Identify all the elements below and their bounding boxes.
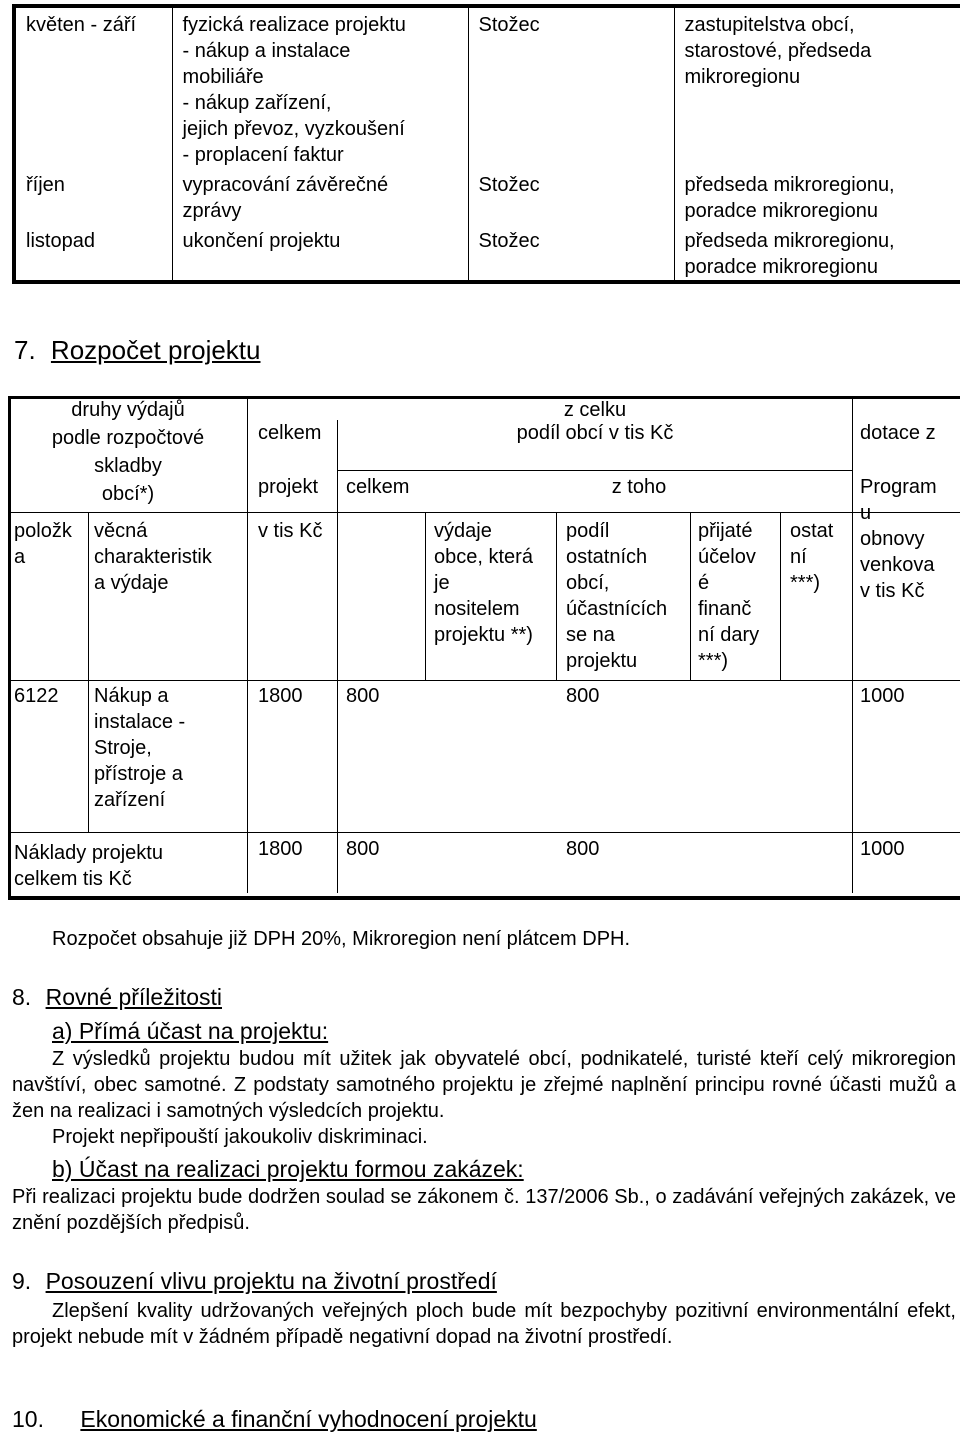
header-project: projekt: [258, 476, 319, 498]
item-total: 1800: [258, 685, 303, 707]
responsible-cell: předseda mikroregionu, poradce mikroregionu: [674, 224, 960, 282]
paragraph: Z výsledků projektu budou mít užitek jak obyvatelé obcí, podnikatelé, turisté kteří celý mikroregion navštíví, obec samotné. Z podstaty samotného projektu je zřejmé naplnění principu rovné účasti mužů a žen na realizaci i samotných výsledcích projektu.: [12, 1048, 956, 1122]
table-divider: [8, 832, 960, 833]
period-cell: říjen: [26, 174, 65, 196]
header-leader-expenses: výdaje obce, která je nositelem projektu **): [434, 520, 533, 646]
table-divider: [780, 512, 781, 680]
table-divider: [247, 396, 248, 893]
header-units: v tis Kč: [258, 520, 323, 542]
section-title: Posouzení vlivu projektu na životní prostředí: [45, 1268, 497, 1294]
table-divider: [338, 470, 852, 471]
vat-note: Rozpočet obsahuje již DPH 20%, Mikroregion není plátcem DPH.: [52, 928, 631, 950]
header-subsidy: dotace z: [860, 422, 936, 444]
table-row: [14, 168, 960, 224]
table-row: [14, 224, 960, 282]
place-cell: Stožec: [468, 224, 674, 282]
subsection-b-title: b) Účast na realizaci projektu formou zakázek:: [52, 1156, 524, 1182]
table-divider: [852, 396, 853, 893]
place-cell: Stožec: [468, 6, 674, 168]
paragraph: Zlepšení kvality udržovaných veřejných ploch bude mít bezpochyby pozitivní environmentální efekt, projekt nebude mít v žádném případě negativní dopad na životní prostředí.: [12, 1300, 956, 1348]
section-number: 9.: [12, 1268, 32, 1294]
header-other-municipalities: podíl ostatních obcí, účastnících se na projektu: [566, 520, 668, 672]
section-7-heading: [14, 334, 260, 366]
section-number: 8.: [12, 984, 32, 1010]
total-share: 800: [566, 838, 600, 860]
schedule-table: [12, 4, 960, 284]
header-item: položk a: [14, 520, 72, 568]
paragraph: Při realizaci projektu bude dodržen soulad se zákonem č. 137/2006 Sb., o zadávání veřejných zakázek, ve znění pozdějších předpisů.: [12, 1186, 956, 1234]
total-municipalities: 800: [346, 838, 380, 860]
header-municipal-share: podíl obcí v tis Kč: [516, 422, 674, 444]
table-divider: [337, 420, 338, 893]
subsection-a-title: a) Přímá účast na projektu:: [52, 1018, 329, 1044]
table-divider: [556, 512, 557, 680]
section-number: 7.: [14, 335, 36, 365]
table-row: [14, 6, 960, 168]
header-total: celkem: [258, 422, 322, 444]
total-subsidy: 1000: [860, 838, 905, 860]
paragraph: Projekt nepřipouští jakoukoliv diskriminaci.: [52, 1126, 428, 1148]
section-number: 10.: [12, 1406, 44, 1432]
activity-cell: fyzická realizace projektu - nákup a instalace mobiliáře - nákup zařízení, jejich převoz, vyzkoušení - proplacení faktur: [172, 6, 468, 168]
table-divider: [8, 680, 960, 681]
table-divider: [88, 512, 89, 832]
section-9-heading: [12, 1266, 497, 1296]
header-program: Program u obnovy venkova v tis Kč: [860, 476, 937, 602]
section-8-heading: [12, 982, 222, 1012]
section-title: Ekonomické a finanční vyhodnocení projektu: [80, 1406, 537, 1432]
section-10-heading: [12, 1404, 537, 1434]
item-description: Nákup a instalace - Stroje, přístroje a zařízení: [94, 685, 186, 811]
section-title: Rozpočet projektu: [50, 335, 261, 365]
period-cell: listopad: [26, 230, 95, 252]
header-donations: přijaté účelov é finanč ní dary ***): [698, 520, 760, 672]
item-subsidy: 1000: [860, 685, 905, 707]
responsible-cell: předseda mikroregionu, poradce mikroregionu: [674, 168, 960, 224]
activity-cell: ukončení projektu: [172, 224, 468, 282]
header-description: věcná charakteristik a výdaje: [94, 520, 212, 594]
header-other: ostat ní ***): [790, 520, 834, 594]
item-municipalities: 800: [346, 685, 380, 707]
total-sum: 1800: [258, 838, 303, 860]
header-expense-types: druhy výdajů podle rozpočtové skladby obcí*): [51, 399, 205, 505]
responsible-cell: zastupitelstva obcí, starostové, předseda mikroregionu: [674, 6, 960, 168]
item-share: 800: [566, 685, 600, 707]
table-divider: [690, 512, 691, 680]
table-divider: [8, 512, 960, 513]
place-cell: Stožec: [468, 168, 674, 224]
item-code: 6122: [14, 685, 59, 707]
header-of-total: z celku: [563, 399, 627, 421]
table-divider: [425, 512, 426, 680]
header-total-2: celkem: [346, 476, 410, 498]
period-cell: květen - září: [26, 14, 137, 36]
section-title: Rovné příležitosti: [45, 984, 222, 1010]
header-of-which: z toho: [611, 476, 667, 498]
activity-cell: vypracování závěrečné zprávy: [172, 168, 468, 224]
total-label: Náklady projektu celkem tis Kč: [14, 842, 163, 890]
